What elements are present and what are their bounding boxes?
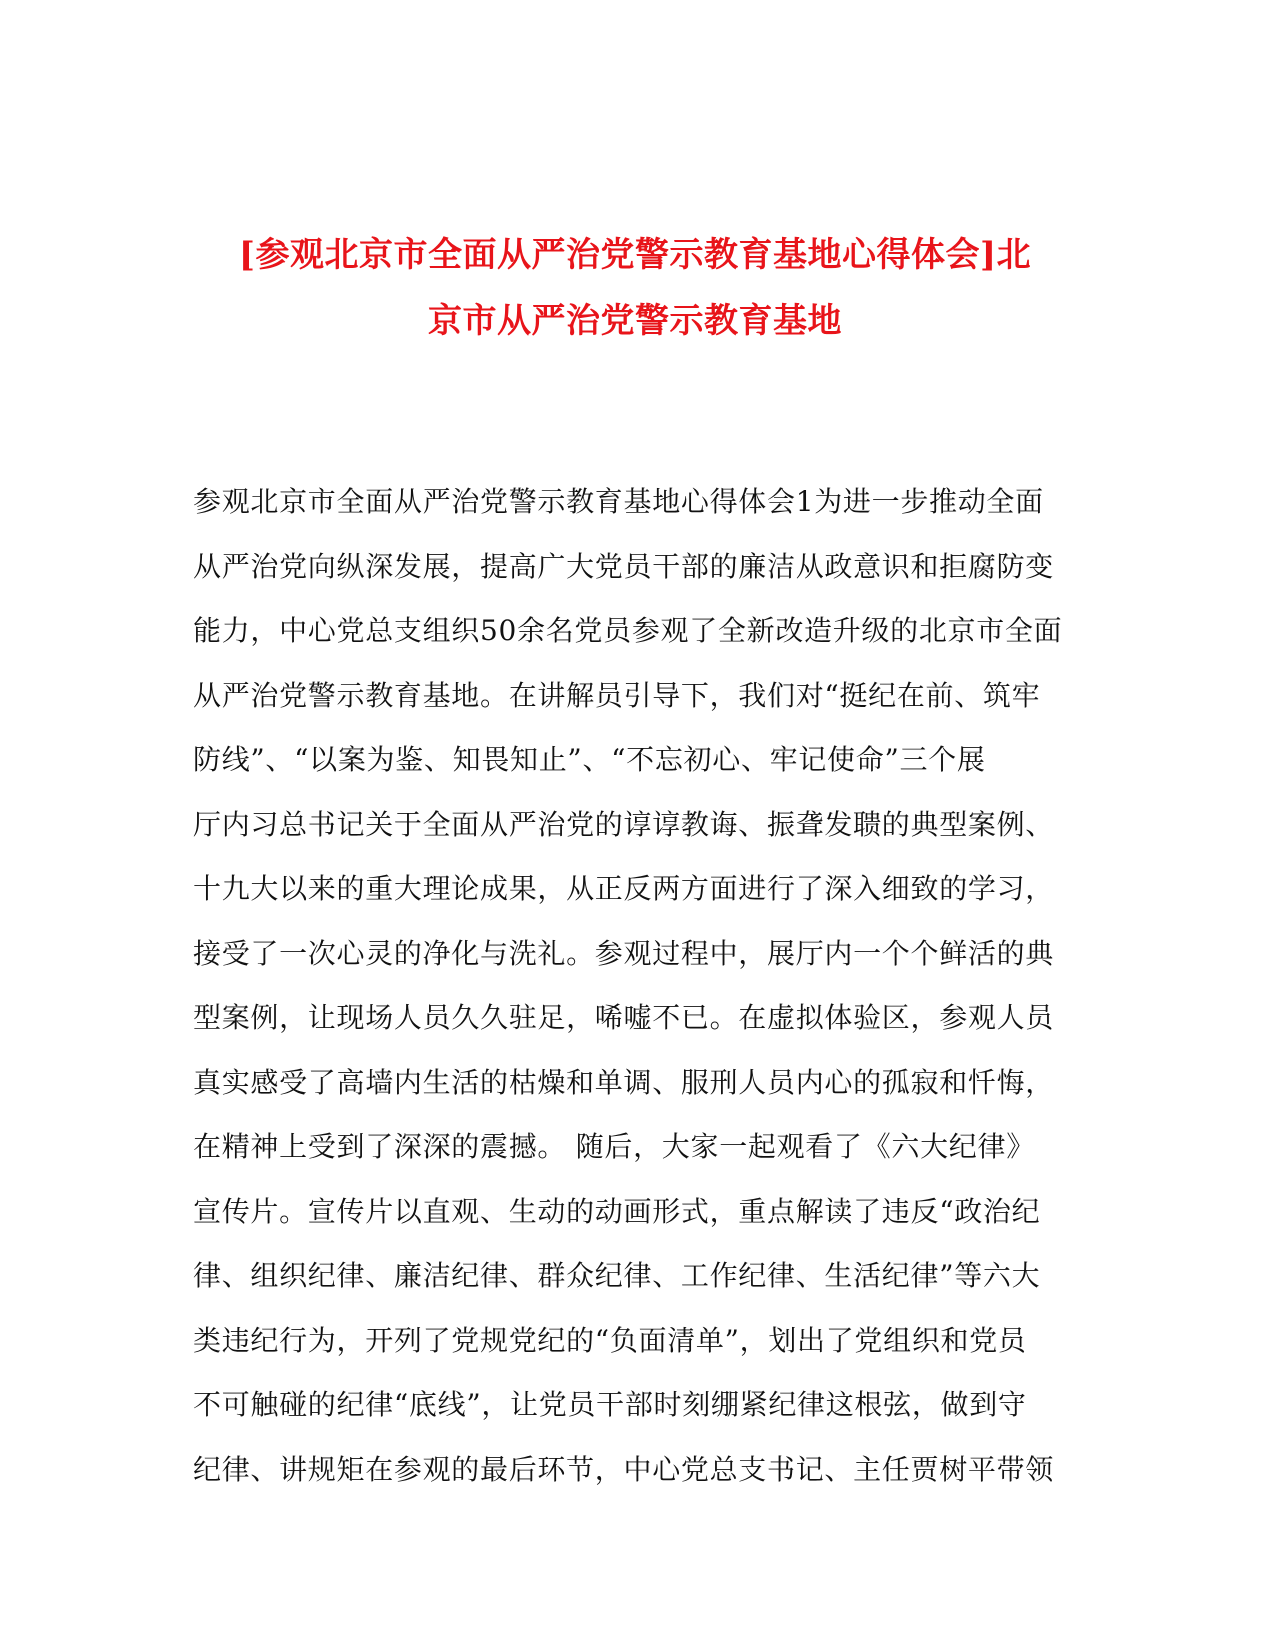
body-line-14: 类违纪行为，开列了党规党纪的“负面清单”，划出了党组织和党员	[193, 1323, 1027, 1357]
title-line-1: [参观北京市全面从严治党警示教育基地心得体会]北	[238, 235, 1032, 275]
body-line-1: 参观北京市全面从严治党警示教育基地心得体会1为进一步推动全面	[193, 485, 1044, 518]
body-line-7: 十九大以来的重大理论成果，从正反两方面进行了深入细致的学习，	[193, 872, 1055, 905]
body-line-8: 接受了一次心灵的净化与洗礼。参观过程中，展厅内一个个鲜活的典	[193, 936, 1055, 970]
title-line-2: 京市从严治党警示教育基地	[428, 301, 842, 341]
body-line-5: 防线”、“以案为鉴、知畏知止”、“不忘初心、牢记使命”三个展	[193, 743, 986, 776]
body-line-9: 型案例，让现场人员久久驻足，唏嘘不已。在虚拟体验区，参观人员	[193, 1001, 1055, 1034]
body-line-6: 厅内习总书记关于全面从严治党的谆谆教诲、振聋发聩的典型案例、	[193, 807, 1055, 841]
body-line-4: 从严治党警示教育基地。在讲解员引导下，我们对“挺纪在前、筑牢	[193, 678, 1041, 712]
body-line-12: 宣传片。宣传片以直观、生动的动画形式，重点解读了违反“政治纪	[193, 1194, 1041, 1228]
body-line-16: 纪律、讲规矩在参观的最后环节，中心党总支书记、主任贾树平带领	[193, 1452, 1055, 1486]
body-line-3: 能力，中心党总支组织50余名党员参观了全新改造升级的北京市全面	[193, 614, 1063, 647]
body-line-2: 从严治党向纵深发展，提高广大党员干部的廉洁从政意识和拒腐防变	[193, 549, 1055, 583]
body-line-11: 在精神上受到了深深的震撼。 随后，大家一起观看了《六大纪律》	[193, 1130, 1035, 1163]
body-line-10: 真实感受了高墙内生活的枯燥和单调、服刑人员内心的孤寂和忏悔，	[193, 1065, 1055, 1099]
body-line-15: 不可触碰的纪律“底线”，让党员干部时刻绷紧纪律这根弦，做到守	[193, 1388, 1027, 1421]
document-title	[190, 222, 1080, 354]
document-body	[193, 470, 1083, 1502]
body-line-13: 律、组织纪律、廉洁纪律、群众纪律、工作纪律、生活纪律”等六大	[193, 1259, 1041, 1292]
